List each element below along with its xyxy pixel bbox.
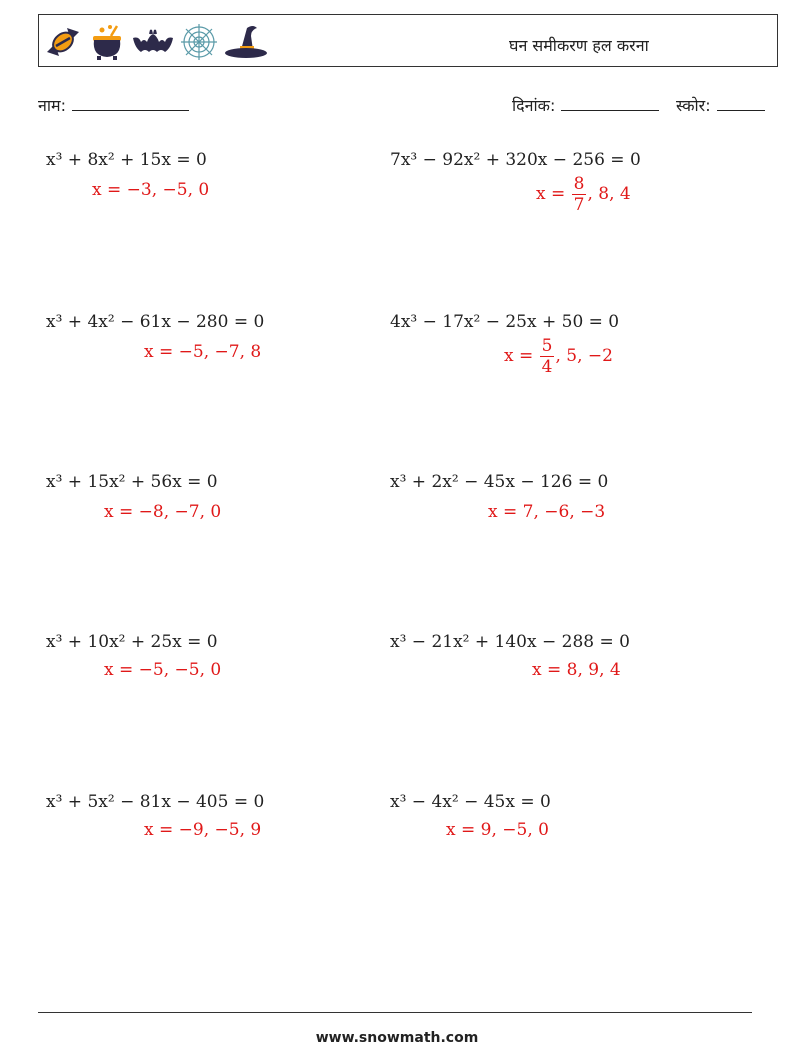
- problem-10: [390, 792, 551, 840]
- name-blank: [72, 96, 189, 111]
- footer-url[interactable]: www.snowmath.com: [315, 1030, 479, 1046]
- problem-6: [390, 472, 609, 522]
- answer-fraction: [540, 336, 555, 377]
- cauldron-icon: [87, 22, 127, 62]
- date-blank: [561, 96, 659, 111]
- problem-answer: [536, 174, 631, 215]
- problem-1: [46, 150, 210, 200]
- problem-equation: x³ − 21x² + 140x − 288 = 0: [390, 632, 630, 652]
- answer-rest: , 5, −2: [555, 346, 613, 366]
- footer-divider: [38, 1012, 752, 1013]
- worksheet-title: घन समीकरण हल करना: [509, 36, 649, 55]
- score-blank: [717, 96, 765, 111]
- problem-7: [46, 632, 222, 680]
- problem-equation: x³ + 10x² + 25x = 0: [46, 632, 218, 652]
- problem-2: [390, 150, 641, 215]
- problem-answer: x = −9, −5, 9: [144, 820, 262, 840]
- problem-equation: x³ + 2x² − 45x − 126 = 0: [390, 472, 609, 492]
- problem-3: [46, 312, 265, 362]
- date-field: [512, 94, 659, 116]
- problem-equation: x³ + 5x² − 81x − 405 = 0: [46, 792, 265, 812]
- score-label: स्कोर:: [676, 96, 711, 115]
- problem-answer: x = −5, −7, 8: [144, 342, 262, 362]
- problem-8: [390, 632, 630, 680]
- name-field: [38, 94, 189, 116]
- problem-9: [46, 792, 265, 840]
- problem-answer: x = 8, 9, 4: [532, 660, 621, 680]
- problem-equation: 4x³ − 17x² − 25x + 50 = 0: [390, 312, 620, 332]
- bat-icon: [131, 22, 175, 62]
- fraction-denominator: 7: [573, 195, 585, 215]
- problem-answer: [504, 336, 613, 377]
- name-label: नाम:: [38, 96, 66, 115]
- problem-answer: x = −5, −5, 0: [104, 660, 222, 680]
- header-box: [38, 14, 778, 67]
- problem-equation: 7x³ − 92x² + 320x − 256 = 0: [390, 150, 641, 170]
- answer-prefix: x =: [504, 346, 539, 366]
- problem-answer: x = −8, −7, 0: [104, 502, 222, 522]
- problem-answer: x = −3, −5, 0: [92, 180, 210, 200]
- score-field: [676, 94, 765, 116]
- problem-equation: x³ + 15x² + 56x = 0: [46, 472, 218, 492]
- candy-icon: [43, 22, 83, 62]
- problem-answer: x = 9, −5, 0: [446, 820, 549, 840]
- problem-4: [390, 312, 620, 377]
- problem-5: [46, 472, 222, 522]
- problem-answer: x = 7, −6, −3: [488, 502, 606, 522]
- problem-equation: x³ + 8x² + 15x = 0: [46, 150, 207, 170]
- answer-rest: , 8, 4: [587, 184, 631, 204]
- fraction-denominator: 4: [541, 357, 553, 377]
- fraction-numerator: 8: [573, 174, 585, 194]
- answer-fraction: [572, 174, 587, 215]
- problem-equation: x³ − 4x² − 45x = 0: [390, 792, 551, 812]
- problem-equation: x³ + 4x² − 61x − 280 = 0: [46, 312, 265, 332]
- date-label: दिनांक:: [512, 96, 556, 115]
- witch-hat-icon: [223, 22, 267, 62]
- icon-strip: [43, 20, 267, 64]
- spiderweb-icon: [179, 22, 219, 62]
- answer-prefix: x =: [536, 184, 571, 204]
- fraction-numerator: 5: [541, 336, 553, 356]
